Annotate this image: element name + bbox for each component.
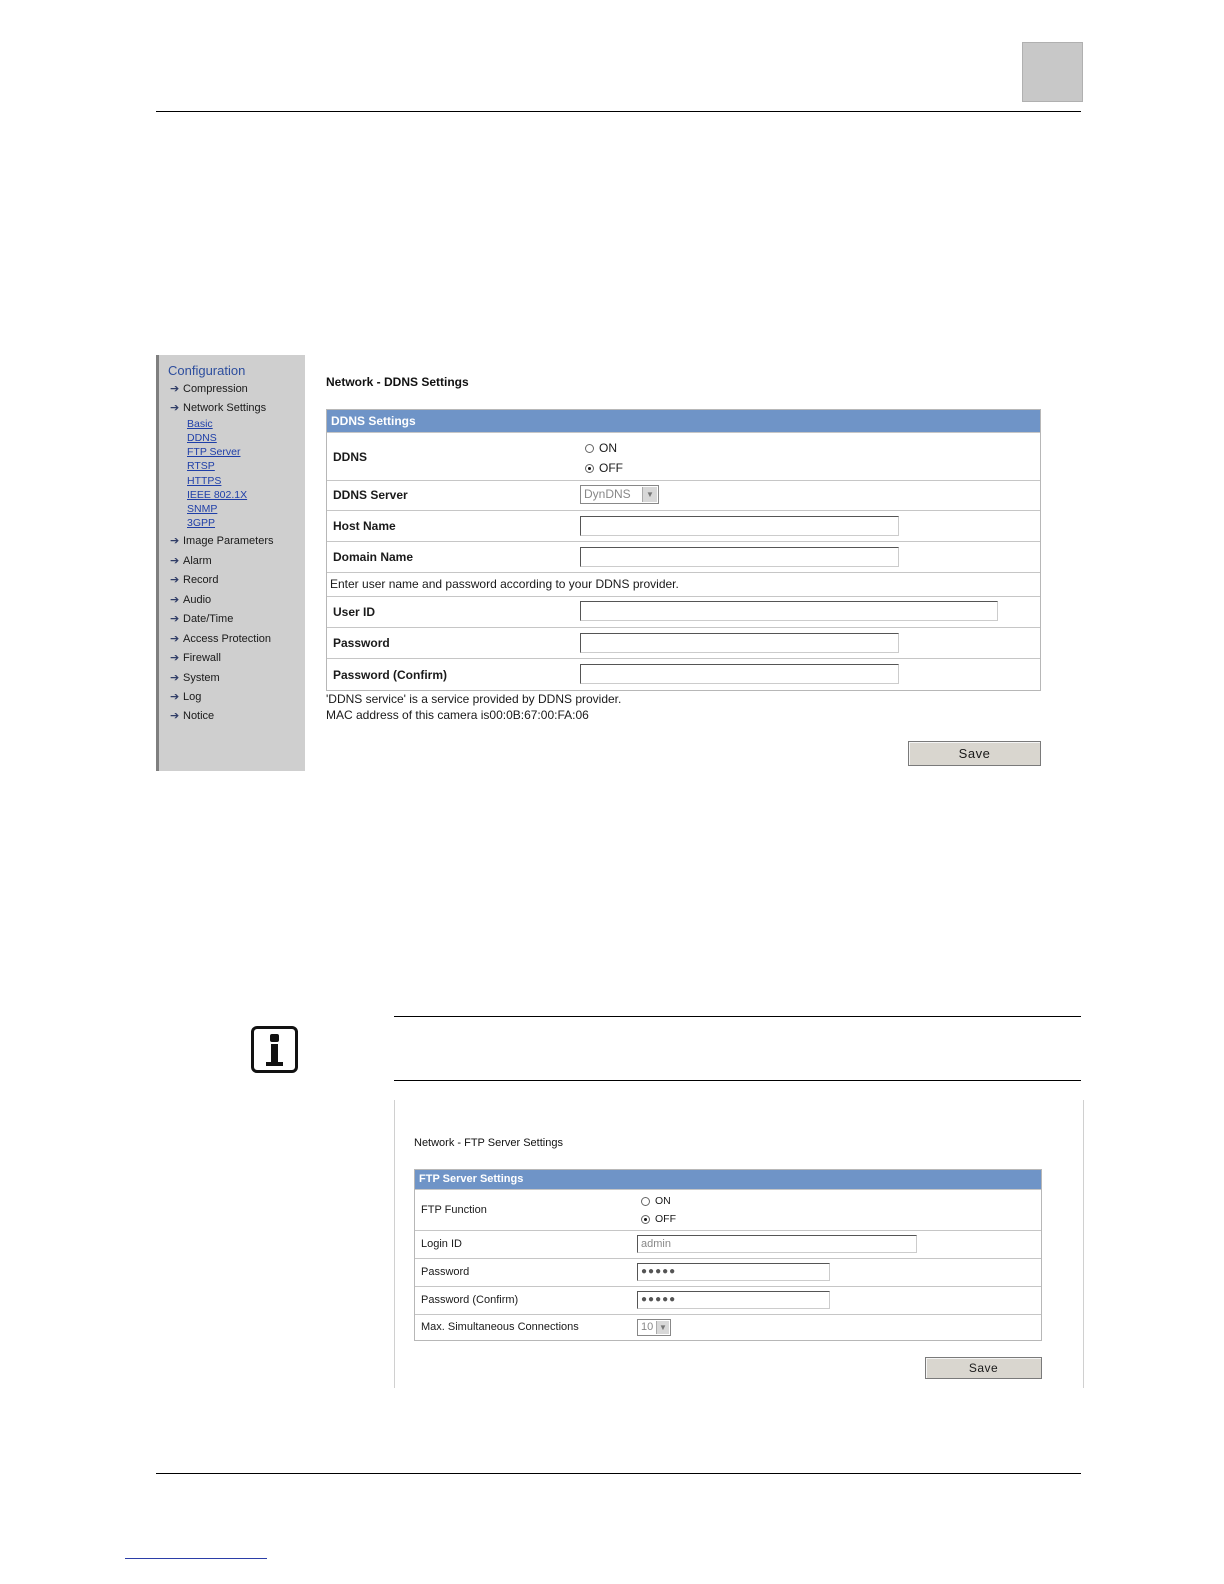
ddns-settings-screenshot <box>156 355 1042 771</box>
password-confirm-row <box>327 658 1040 690</box>
password-confirm-input[interactable]: ●●●●● <box>637 1291 830 1309</box>
header-rule <box>156 111 1081 112</box>
note-top-rule <box>394 1016 1081 1017</box>
arrow-right-icon: ➔ <box>170 574 180 586</box>
host-name-label: Host Name <box>333 519 396 533</box>
arrow-right-icon: ➔ <box>170 710 180 722</box>
sidebar-item-firewall[interactable] <box>170 651 221 664</box>
host-name-input[interactable] <box>580 516 899 536</box>
arrow-right-icon: ➔ <box>170 383 180 395</box>
sidebar-item-label: Compression <box>183 383 248 395</box>
sidebar-item-label: Firewall <box>183 652 221 664</box>
max-connections-select[interactable] <box>637 1319 671 1336</box>
ddns-off-radio[interactable] <box>585 461 623 475</box>
chapter-tab <box>1022 42 1083 102</box>
footer-rule <box>156 1473 1081 1474</box>
arrow-right-icon: ➔ <box>170 672 180 684</box>
host-name-row <box>327 510 1040 541</box>
sidebar-item-label: Network Settings <box>183 402 267 414</box>
password-row <box>327 627 1040 658</box>
config-sidebar <box>156 355 305 771</box>
page-title: Network - FTP Server Settings <box>414 1137 563 1149</box>
sidebar-item-system[interactable] <box>170 671 220 684</box>
login-id-row <box>415 1230 1041 1258</box>
page-title: Network - DDNS Settings <box>326 375 469 389</box>
login-id-label: Login ID <box>421 1238 462 1250</box>
ftp-password-row <box>415 1258 1041 1286</box>
footer-link-underline <box>125 1558 267 1559</box>
sidebar-item-compression[interactable] <box>170 382 248 395</box>
mac-address-note: MAC address of this camera is00:0B:67:00:FA:06 <box>326 708 589 722</box>
password-input[interactable]: ●●●●● <box>637 1263 830 1281</box>
ddns-label: DDNS <box>333 450 368 464</box>
ftp-settings-panel <box>414 1169 1042 1341</box>
sidebar-item-label: Notice <box>183 710 215 722</box>
ddns-server-label: DDNS Server <box>333 488 408 502</box>
sidebar-item-date-time[interactable] <box>170 612 233 625</box>
password-label: Password <box>421 1266 470 1278</box>
sidebar-item-alarm[interactable] <box>170 554 212 567</box>
user-id-row <box>327 596 1040 627</box>
provider-note: Enter user name and password according to your DDNS provider. <box>330 577 679 591</box>
ftp-function-label: FTP Function <box>421 1204 487 1216</box>
ddns-server-select[interactable] <box>580 485 659 504</box>
password-input[interactable] <box>580 633 899 653</box>
ftp-off-radio[interactable] <box>641 1213 676 1225</box>
sidebar-title: Configuration <box>168 363 246 378</box>
sidebar-item-label: Alarm <box>183 555 212 567</box>
panel-header: FTP Server Settings <box>415 1170 1041 1189</box>
chevron-down-icon: ▼ <box>642 487 657 502</box>
ddns-service-note: 'DDNS service' is a service provided by DDNS provider. <box>326 692 622 706</box>
sidebar-subitem-3gpp[interactable]: 3GPP <box>187 517 216 529</box>
arrow-right-icon: ➔ <box>170 555 180 567</box>
radio-label: ON <box>655 1195 671 1207</box>
sidebar-subitem-https[interactable]: HTTPS <box>187 475 222 487</box>
password-confirm-label: Password (Confirm) <box>421 1294 519 1306</box>
user-id-input[interactable] <box>580 601 998 621</box>
sidebar-subitem-rtsp[interactable]: RTSP <box>187 460 215 472</box>
arrow-right-icon: ➔ <box>170 594 180 606</box>
info-icon <box>251 1026 298 1073</box>
sidebar-item-label: Audio <box>183 594 212 606</box>
note-bottom-rule <box>394 1080 1081 1081</box>
arrow-right-icon: ➔ <box>170 652 180 664</box>
select-value: DynDNS <box>584 487 631 501</box>
radio-label: OFF <box>599 461 623 475</box>
sidebar-item-label: Record <box>183 574 219 586</box>
ftp-password-confirm-row <box>415 1286 1041 1314</box>
radio-checked-icon <box>641 1215 650 1224</box>
ddns-on-radio[interactable] <box>585 441 617 455</box>
sidebar-item-label: Date/Time <box>183 613 234 625</box>
ddns-server-row <box>327 480 1040 510</box>
radio-unchecked-icon <box>641 1197 650 1206</box>
select-value: 10 <box>641 1321 654 1333</box>
ftp-on-radio[interactable] <box>641 1195 671 1207</box>
domain-name-row <box>327 541 1040 572</box>
arrow-right-icon: ➔ <box>170 613 180 625</box>
radio-unchecked-icon <box>585 444 594 453</box>
password-confirm-label: Password (Confirm) <box>333 668 448 682</box>
radio-checked-icon <box>585 464 594 473</box>
arrow-right-icon: ➔ <box>170 402 180 414</box>
max-connections-label: Max. Simultaneous Connections <box>421 1321 579 1333</box>
save-button[interactable]: Save <box>925 1357 1042 1379</box>
sidebar-item-log[interactable] <box>170 690 201 703</box>
arrow-right-icon: ➔ <box>170 691 180 703</box>
domain-name-input[interactable] <box>580 547 899 567</box>
sidebar-item-record[interactable] <box>170 573 218 586</box>
sidebar-item-label: Log <box>183 691 202 703</box>
sidebar-item-notice[interactable] <box>170 709 214 722</box>
password-confirm-input[interactable] <box>580 664 899 684</box>
ddns-row <box>327 432 1040 480</box>
arrow-right-icon: ➔ <box>170 535 180 547</box>
panel-header: DDNS Settings <box>327 410 1040 432</box>
sidebar-subitem-basic[interactable]: Basic <box>187 418 213 430</box>
sidebar-item-label: Access Protection <box>183 633 272 645</box>
sidebar-item-access-protection[interactable] <box>170 632 271 645</box>
arrow-right-icon: ➔ <box>170 633 180 645</box>
sidebar-item-label: System <box>183 672 220 684</box>
sidebar-subitem-ddns[interactable]: DDNS <box>187 432 217 444</box>
ddns-settings-panel <box>326 409 1041 691</box>
max-connections-row <box>415 1314 1041 1340</box>
radio-label: OFF <box>655 1213 676 1225</box>
sidebar-item-image-parameters[interactable] <box>170 534 273 547</box>
sidebar-subitem-snmp[interactable]: SNMP <box>187 503 218 515</box>
sidebar-subitem-ieee8021x[interactable]: IEEE 802.1X <box>187 489 248 501</box>
chevron-down-icon: ▼ <box>656 1321 669 1334</box>
sidebar-item-audio[interactable] <box>170 593 211 606</box>
sidebar-item-label: Image Parameters <box>183 535 274 547</box>
login-id-input[interactable]: admin <box>637 1235 917 1253</box>
user-id-label: User ID <box>333 605 376 619</box>
save-button[interactable]: Save <box>908 741 1041 766</box>
ftp-function-row <box>415 1189 1041 1230</box>
ftp-settings-screenshot <box>394 1100 1084 1388</box>
sidebar-subitem-ftp-server[interactable]: FTP Server <box>187 446 241 458</box>
domain-name-label: Domain Name <box>333 550 414 564</box>
sidebar-item-network-settings[interactable] <box>170 401 266 414</box>
radio-label: ON <box>599 441 617 455</box>
provider-note-row <box>327 572 1040 596</box>
password-label: Password <box>333 636 390 650</box>
